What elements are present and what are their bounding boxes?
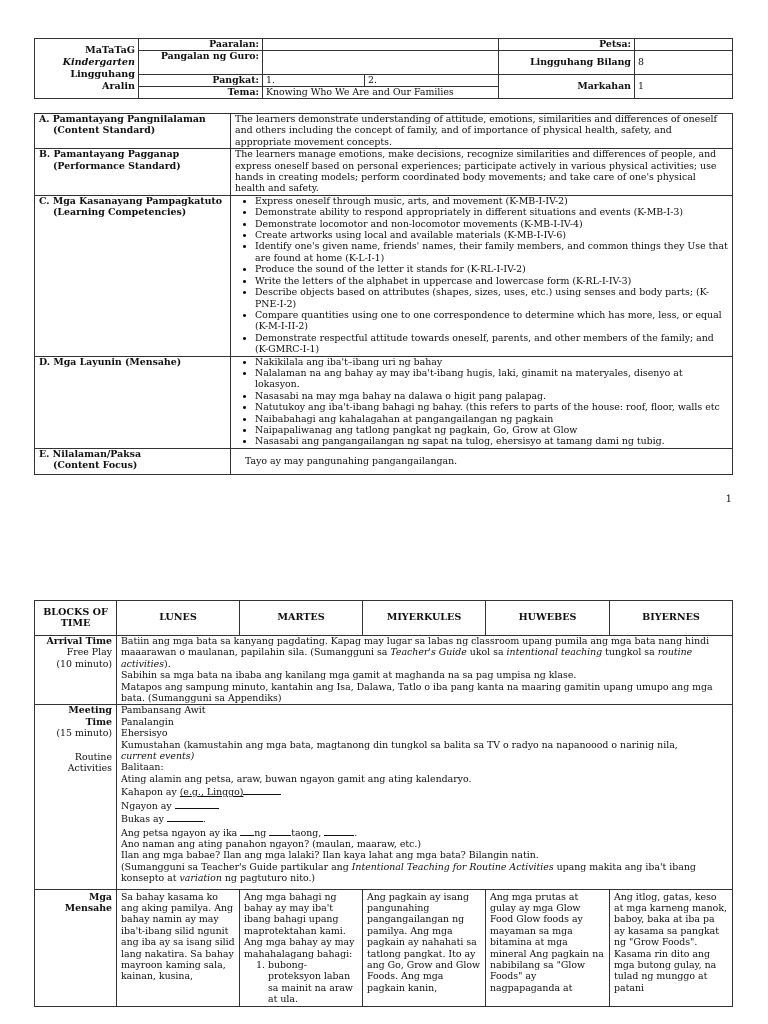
brand-lingguhang-aralin: Lingguhang Aralin: [70, 68, 135, 92]
meeting-title-1: Meeting: [68, 705, 112, 717]
arrival-free-play: Free Play: [66, 647, 112, 659]
meeting-line: Ilan ang mga babae? Ilan ang mga lalaki? Ilan kaya lahat ang mga bata? Bilangin natin.: [121, 850, 539, 862]
weekly-table: [34, 600, 733, 1007]
arrival-time-content: [117, 636, 733, 705]
list-item: • Natutukoy ang iba't-ibang bahagi ng bahay. (this refers to parts of the house: roof, floor, walls etc: [255, 402, 728, 413]
competencies-label: [35, 195, 231, 356]
mensahe-title: Mga Mensahe: [64, 891, 112, 914]
mensahe-huwebes: Ang mga prutas at gulay ay mga Glow Food Glow foods ay mayaman sa mga bitamina at mga mineral Ang pagkain na nabibilang sa "Glow Foods" ay nagpapaganda at: [486, 889, 610, 1006]
arrival-paragraph-1: Batiin ang mga bata sa kanyang pagdating. Kapag may lugar sa labas ng classroom upang pumila ang mga bata nang hindi maaarawan o maulanan, papilahin sila. (Sumangguni sa Teacher's Guide ukol sa intentional teaching tungkol sa routine activities).: [121, 636, 710, 670]
content-standard-label-1: A. Pamantayang Pangnilalaman: [39, 114, 206, 125]
martes-list: [244, 960, 358, 1006]
header-table: [34, 38, 733, 99]
lingguhang-value[interactable]: 8: [635, 51, 733, 75]
meeting-line: Ano naman ang ating panahon ngayon? (maulan, maaraw, etc.): [121, 838, 422, 850]
competencies-cell: [231, 195, 733, 356]
arrival-duration: (10 minuto): [56, 658, 112, 670]
meeting-time-block: [35, 705, 117, 889]
content-focus-text: Tayo ay may pangunahing pangangailangan.: [231, 448, 733, 474]
guro-field[interactable]: [263, 51, 499, 75]
mensahe-biyernes: Ang itlog, gatas, keso at mga karneng manok, baboy, baka at iba pa ay kasama sa pangkat ng "Grow Foods". Kasama rin dito ang mga butong gulay, na tulad ng munggo at patani: [610, 889, 733, 1006]
guro-label: Pangalan ng Guro:: [139, 51, 263, 75]
col-biyernes: BIYERNES: [610, 601, 733, 636]
list-item: • Create artworks using local and available materials (K-MB-I-IV-6): [255, 230, 728, 241]
content-focus-label-1: E. Nilalaman/Paksa: [39, 448, 142, 460]
objectives-cell: [231, 356, 733, 448]
competencies-list: [235, 196, 728, 356]
petsa-field[interactable]: [635, 39, 733, 51]
meeting-line: Kahapon ay (e.g., Linggo): [121, 785, 728, 798]
tema-label: Tema:: [139, 87, 263, 99]
list-item: 1. bubong- proteksyon laban sa mainit na araw at ula.: [268, 960, 358, 1006]
arrival-paragraph-2: Sabihin sa mga bata na ibaba ang kanilang mga gamit at maghanda na sa pag umpisa ng klase.: [121, 670, 577, 682]
list-item: • Express oneself through music, arts, and movement (K-MB-I-IV-2): [255, 196, 728, 207]
mensahe-martes-text: Ang mga bahagi ng bahay ay may iba't ibang bahagi upang maprotektahan kami. Ang mga bahay ay may mahahalagang bahagi:: [244, 891, 355, 960]
tema-value: Knowing Who We Are and Our Families: [263, 87, 499, 99]
meeting-line: Bukas ay .: [121, 814, 206, 826]
list-item: • Demonstrate ability to respond appropriately in different situations and events (K-MB-I-3): [255, 207, 728, 218]
performance-standard-label-2: (Performance Standard): [53, 160, 181, 172]
lingguhang-label-text: Lingguhang Bilang: [530, 56, 631, 68]
petsa-label: Petsa:: [499, 39, 635, 51]
performance-standard-label: [35, 149, 231, 196]
mensahe-block: [35, 889, 117, 1006]
meeting-activities: Activities: [67, 763, 112, 775]
lingguhang-label: [499, 51, 635, 75]
col-lunes: LUNES: [117, 601, 240, 636]
arrival-paragraph-3: Matapos ang sampung minuto, kantahin ang Isa, Dalawa, Tatlo o iba pang kanta na maaring gamitin upang umupo ang mga bata. (Sumangguni sa Appendiks): [121, 681, 713, 705]
brand-matatag: MaTaTaG: [85, 44, 135, 56]
mensahe-lunes: Sa bahay kasama ko ang aking pamilya. Ang bahay namin ay may iba't-ibang silid ngunit ang iba ay sa isang silid lang nakatira. Sa bahay mayroon kaming sala, kainan, kusina,: [117, 889, 240, 1006]
markahan-label: Markahan: [499, 75, 635, 99]
meeting-line: Pambansang Awit: [121, 705, 206, 717]
content-standard-text: The learners demonstrate understanding of attitude, emotions, similarities and differences of oneself and others including the concept of family, and of importance of physical health, safety, and appropriate movement concepts.: [231, 114, 733, 149]
list-item: • Naibabahagi ang kahalagahan at pangangailangan ng pagkain: [255, 414, 728, 425]
pangkat-label: Pangkat:: [139, 75, 263, 87]
list-item: • Nakikilala ang iba't–ibang uri ng bahay: [255, 357, 728, 368]
pangkat-2-field[interactable]: 2.: [365, 75, 499, 87]
meeting-line: Panalangin: [121, 716, 174, 728]
meeting-title-2: Time: [85, 716, 112, 728]
objectives-list: [235, 357, 728, 448]
paaralan-label: Paaralan:: [139, 39, 263, 51]
competencies-label-2: (Learning Competencies): [53, 207, 187, 219]
content-standard-label: [35, 114, 231, 149]
mensahe-miyerkules: Ang pagkain ay isang pangunahing pangangailangan ng pamilya. Ang mga pagkain ay nahahati sa tatlong pangkat. Ito ay ang Go, Grow and Glow Foods. Ang mga pagkain kanin,: [363, 889, 486, 1006]
paaralan-field[interactable]: [263, 39, 499, 51]
brand-kindergarten: Kindergarten: [62, 56, 135, 68]
objectives-label: D. Mga Layunin (Mensahe): [35, 356, 231, 448]
performance-standard-text: The learners manage emotions, make decisions, recognize similarities and differences of people, and express oneself based on personal experiences; participate actively in various physical activities; use hands in creating models; perform coordinated body movements; and take care of one's physical health and safety.: [231, 149, 733, 196]
markahan-value[interactable]: 1: [635, 75, 733, 99]
list-item: • Write the letters of the alphabet in uppercase and lowercase form (K-RL-I-IV-3): [255, 276, 728, 287]
meeting-line: (Sumangguni sa Teacher's Guide partikular ang Intentional Teaching for Routine Activities upang makita ang iba't ibang konsepto at variation ng pagtuturo nito.): [121, 861, 696, 885]
arrival-time-block: [35, 636, 117, 705]
col-huwebes: HUWEBES: [486, 601, 610, 636]
performance-standard-label-1: B. Pamantayang Pagganap: [39, 149, 180, 161]
list-item: • Demonstrate respectful attitude towards oneself, parents, and other members of the family; and (K-GMRC-I-1): [255, 333, 728, 356]
list-item: • Compare quantities using one to one correspondence to determine which has more, less, or equal (K-M-I-II-2): [255, 310, 728, 333]
col-miyerkules: MIYERKULES: [363, 601, 486, 636]
meeting-time-content: [117, 705, 733, 889]
list-item: • Produce the sound of the letter it stands for (K-RL-I-IV-2): [255, 264, 728, 275]
col-blocks-of-time: BLOCKS OF TIME: [35, 601, 117, 636]
meeting-line: Ating alamin ang petsa, araw, buwan ngayon gamit ang ating kalendaryo.: [121, 773, 472, 785]
content-focus-label: [35, 448, 231, 474]
meeting-line: Kumustahan (kamustahin ang mga bata, magtanong din tungkol sa balita sa TV o radyo na napanoood o narinig nila, current events): [121, 739, 678, 763]
competencies-label-1: C. Mga Kasanayang Pampagkatuto: [39, 195, 222, 207]
list-item: • Nasasabi ang pangangailangan ng sapat na tulog, ehersisyo at tamang dami ng tubig.: [255, 436, 728, 447]
meeting-line: Ehersisyo: [121, 728, 168, 740]
meeting-duration: (15 minuto): [56, 728, 112, 740]
list-item: • Naipapaliwanag ang tatlong pangkat ng pagkain, Go, Grow at Glow: [255, 425, 728, 436]
mensahe-martes: [240, 889, 363, 1006]
brand-block: [35, 39, 139, 99]
pangkat-1-field[interactable]: 1.: [263, 75, 365, 87]
standards-table: [34, 113, 733, 475]
list-item: • Identify one's given name, friends' names, their family members, and common things they Use that are found at home (K-L-I-1): [255, 241, 728, 264]
meeting-line: Ngayon ay: [121, 799, 728, 812]
meeting-line: Ang petsa ngayon ay ika ng taong, .: [121, 827, 358, 839]
col-martes: MARTES: [240, 601, 363, 636]
content-standard-label-2: (Content Standard): [53, 125, 156, 137]
list-item: • Nasasabi na may mga bahay na dalawa o higit pang palapag.: [255, 391, 728, 402]
arrival-time-title: Arrival Time: [46, 636, 112, 647]
list-item: • Describe objects based on attributes (shapes, sizes, uses, etc.) using senses and body parts; (K-PNE-I-2): [255, 287, 728, 310]
page-number: 1: [725, 494, 732, 505]
list-item: • Nalalaman na ang bahay ay may iba't-ibang hugis, laki, ginamit na materyales, disenyo at lokasyon.: [255, 368, 728, 391]
meeting-routine: Routine: [74, 751, 112, 763]
list-item: • Demonstrate locomotor and non-locomotor movements (K-MB-I-IV-4): [255, 219, 728, 230]
content-focus-label-2: (Content Focus): [53, 460, 138, 472]
meeting-line: Balitaan:: [121, 762, 164, 774]
